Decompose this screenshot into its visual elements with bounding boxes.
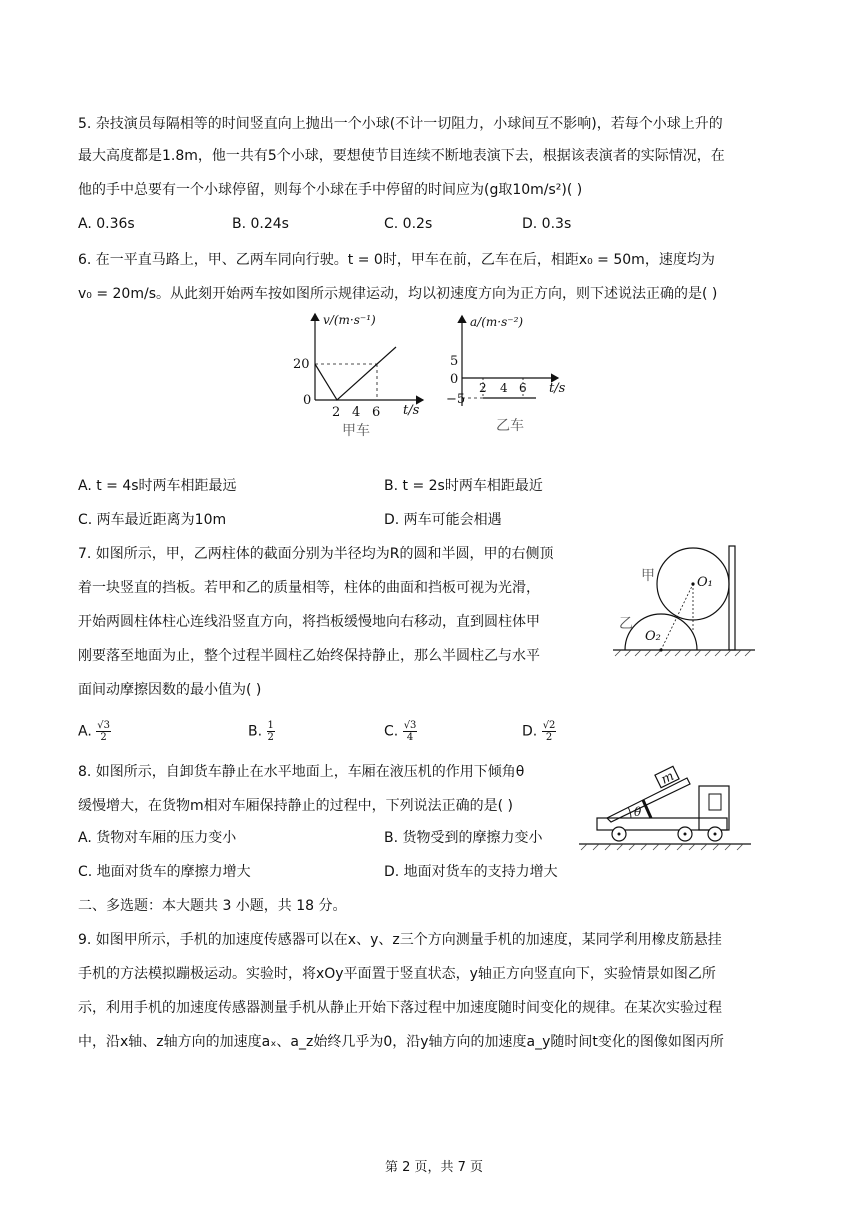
yi-y-tick-5: 5 (450, 354, 459, 369)
section-2-heading: 二、多选题：本大题共 3 小题，共 18 分。 (78, 898, 347, 914)
q6-line-1: 6. 在一平直马路上，甲、乙两车同向行驶。t = 0时，甲车在前，乙车在后，相距x₀ = 50m，速度均为 (78, 252, 715, 268)
q9-line-3: 示，利用手机的加速度传感器测量手机从静止开始下落过程中加速度随时间变化的规律。在某次实验过程 (78, 1000, 722, 1016)
q5-option-d: D. 0.3s (522, 216, 572, 232)
q7-option-c: C. $\frac{√3}{4}$ (384, 720, 417, 743)
q7-label-jia: 甲 (641, 568, 655, 584)
q7-label-o2: O₂ (645, 629, 661, 644)
q9-line-2: 手机的方法模拟蹦极运动。实验时，将xOy平面置于竖直状态，y轴正方向竖直向下，实验情景如图乙所 (78, 966, 716, 982)
q8-label-theta: θ (634, 805, 642, 819)
q8-line-1: 8. 如图所示，自卸货车静止在水平地面上，车厢在液压机的作用下倾角θ (78, 764, 525, 780)
q6-line-2: v₀ = 20m/s。从此刻开始两车按如图所示规律运动，均以初速度方向为正方向，则下述说法正确的是( ) (78, 286, 718, 302)
yi-x-tick-6: 6 (519, 381, 527, 395)
q8-line-2: 缓慢增大，在货物m相对车厢保持静止的过程中，下列说法正确的是( ) (78, 798, 514, 814)
q7-line-4: 刚要落至地面为止，整个过程半圆柱乙始终保持静止，那么半圆柱乙与水平 (78, 648, 540, 664)
q7-baffle (729, 546, 735, 650)
jia-velocity-line (315, 347, 396, 400)
yi-y-label: a/(m·s⁻²) (470, 315, 524, 329)
yi-caption: 乙车 (496, 418, 524, 434)
yi-x-label: t/s (549, 381, 566, 396)
q6-option-b: B. t = 2s时两车相距最近 (384, 478, 543, 494)
q5-option-c: C. 0.2s (384, 216, 433, 232)
q8-label-m: m (658, 768, 677, 788)
yi-x-tick-4: 4 (500, 381, 508, 395)
q5-option-a: A. 0.36s (78, 216, 135, 232)
q7-label-yi: 乙 (619, 616, 633, 632)
yi-y-tick-neg5: −5 (446, 392, 466, 407)
q8-option-b: B. 货物受到的摩擦力变小 (384, 830, 543, 846)
q5-line-1: 5. 杂技演员每隔相等的时间竖直向上抛出一个小球(不计一切阻力，小球间互不影响)，若每个小球上升的 (78, 116, 723, 132)
q6-option-a: A. t = 4s时两车相距最远 (78, 478, 237, 494)
jia-x-tick-4: 4 (352, 405, 361, 420)
jia-y-tick-20: 20 (293, 357, 310, 372)
q7-option-b: B. $\frac{1}{2}$ (248, 720, 274, 743)
jia-x-tick-6: 6 (372, 405, 381, 420)
q8-option-c: C. 地面对货车的摩擦力增大 (78, 864, 251, 880)
q5-line-2: 最大高度都是1.8m，他一共有5个小球，要想使节目连续不断地表演下去，根据该表演者的实际情况，在 (78, 148, 725, 164)
q8-truck-cab (699, 786, 729, 830)
q7-line-1: 7. 如图所示，甲，乙两柱体的截面分别为半径均为R的圆和半圆，甲的右侧顶 (78, 546, 554, 562)
q8-figure (575, 760, 755, 850)
q5-option-b: B. 0.24s (232, 216, 289, 232)
jia-origin: 0 (303, 393, 312, 408)
q6-figure-jia (285, 308, 430, 440)
q6-option-c: C. 两车最近距离为10m (78, 512, 227, 528)
q7-figure (605, 540, 765, 665)
jia-x-tick-2: 2 (332, 405, 341, 420)
yi-x-tick-2: 2 (479, 381, 487, 395)
q8-option-d: D. 地面对货车的支持力增大 (384, 864, 558, 880)
q6-option-d: D. 两车可能会相遇 (384, 512, 502, 528)
q5-line-3: 他的手中总要有一个小球停留，则每个小球在手中停留的时间应为(g取10m/s²)( ) (78, 182, 583, 198)
q7-line-3: 开始两圆柱体柱心连线沿竖直方向，将挡板缓慢地向右移动，直到圆柱体甲 (78, 614, 540, 630)
page-footer: 第 2 页，共 7 页 (384, 1160, 484, 1175)
q6-figure-yi (448, 310, 578, 435)
yi-y-tick-0: 0 (450, 372, 459, 387)
q7-line-5: 面间动摩擦因数的最小值为( ) (78, 682, 262, 698)
q8-option-a: A. 货物对车厢的压力变小 (78, 830, 237, 846)
q7-option-d: D. $\frac{√2}{2}$ (522, 720, 556, 743)
q7-line-2: 着一块竖直的挡板。若甲和乙的质量相等，柱体的曲面和挡板可视为光滑， (78, 580, 540, 596)
jia-y-label: v/(m·s⁻¹) (323, 313, 376, 327)
jia-x-label: t/s (403, 403, 420, 418)
q9-line-1: 9. 如图甲所示，手机的加速度传感器可以在x、y、z三个方向测量手机的加速度，某同学利用橡皮筋悬挂 (78, 932, 722, 948)
jia-caption: 甲车 (342, 423, 370, 439)
q9-line-4: 中，沿x轴、z轴方向的加速度aₓ、a_z始终几乎为0，沿y轴方向的加速度a_y随时间t变化的图像如图丙所 (78, 1034, 724, 1050)
q7-label-o1: O₁ (697, 575, 713, 590)
q7-option-a: A. $\frac{√3}{2}$ (78, 720, 110, 743)
